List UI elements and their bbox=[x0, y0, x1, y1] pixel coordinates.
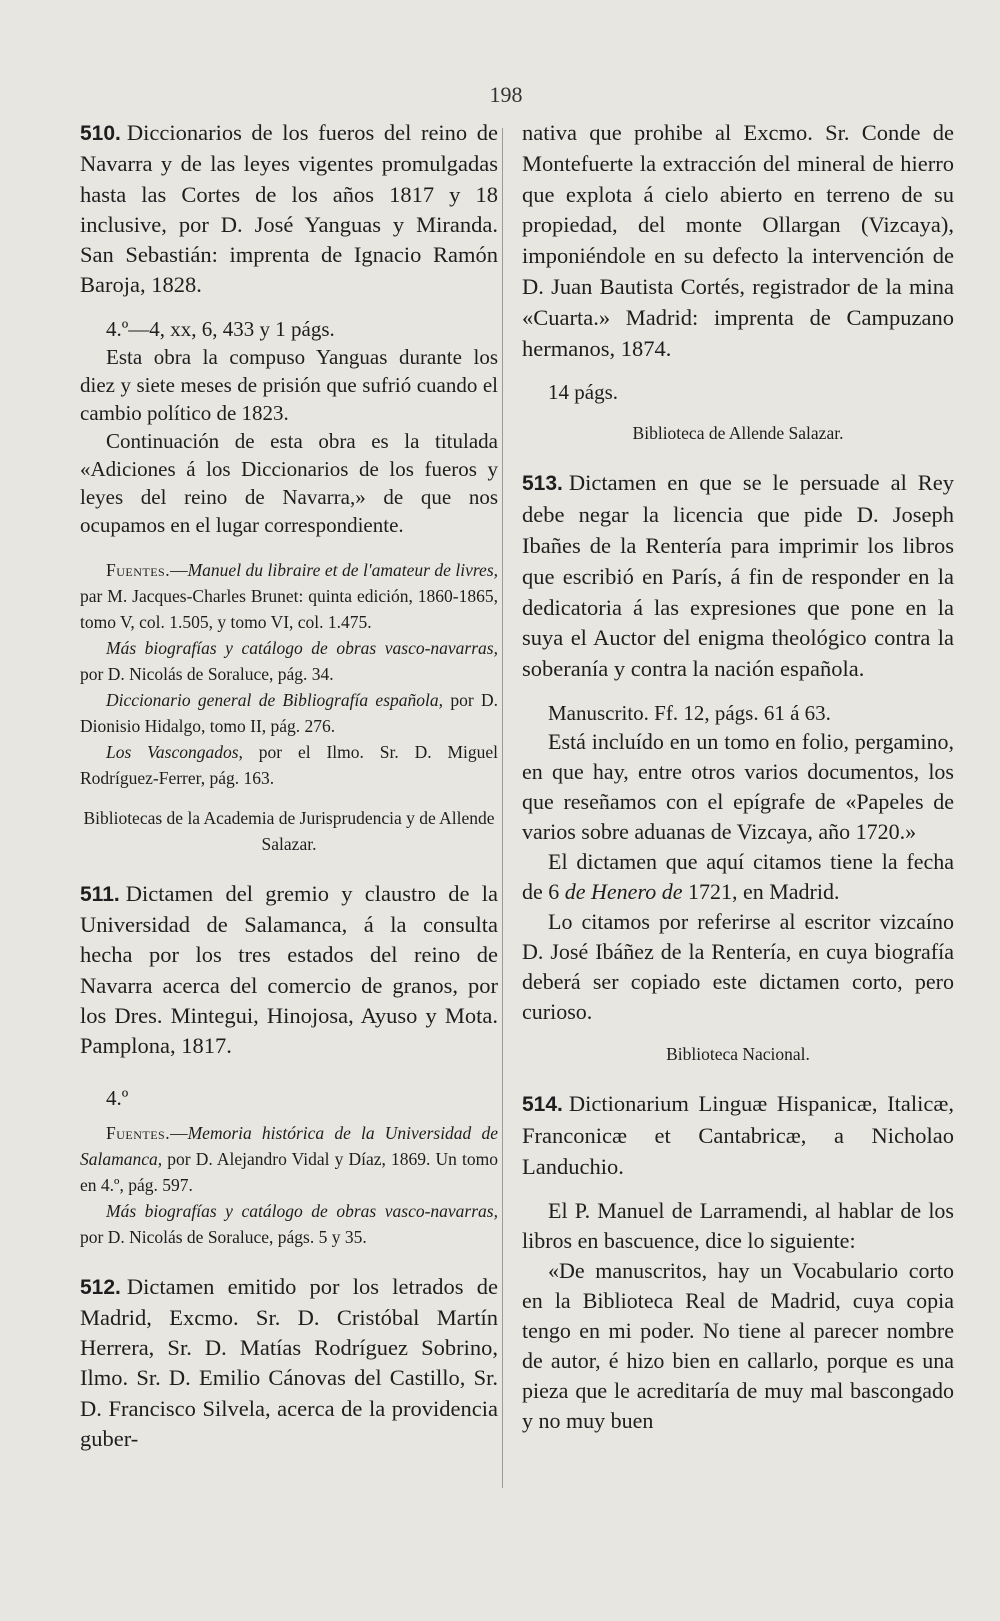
entry-title: Dictamen en que se le persuade al Rey debe negar la licencia que pide D. Joseph Ibañes de la Rentería para imprimir los libros que escribió en París, á fin de responder en la dedicatoria á las expresiones que pone en la suya el Auctor del enigma theológico contra la soberanía y contra la nación española. bbox=[522, 470, 954, 682]
fuentes-label: Fuentes. bbox=[106, 1122, 171, 1143]
source-title: Más biografías y catálogo de obras vasco-navarras, bbox=[106, 1200, 498, 1221]
entry-format: 4.º bbox=[106, 1085, 129, 1110]
entry-512-continued: nativa que prohibe al Excmo. Sr. Conde de Montefuerte la extracción del mineral de hierro que explota á cielo abierto en terreno de su propiedad, del monte Ollargan (Vizcaya), imponiéndole en su defecto la intervención de D. Juan Bautista Cortés, registrador de la mina «Cuarta.» Madrid: imprenta de Campuzano hermanos, 1874. bbox=[522, 120, 954, 361]
entry-title: Diccionarios de los fueros del reino de Navarra y de las leyes vigentes promulgadas hasta las Cortes de los años 1817 y 18 inclusive, por D. José Yanguas y Miranda. San Sebastián: imprenta de Ignacio Ramón Baroja, 1828. bbox=[80, 120, 498, 298]
entry-511 bbox=[80, 879, 498, 1062]
entry-title: Dictamen del gremio y claustro de la Universidad de Salamanca, á la consulta hecha por los tres estados del reino de Navarra acerca del comercio de granos, por los Dres. Mintegui, Hinojosa, Ayuso y Mota. Pamplona, 1817. bbox=[80, 880, 498, 1059]
fuentes-label: Fuentes. bbox=[106, 559, 171, 580]
entry-513 bbox=[522, 468, 954, 685]
entry-note: «De manuscritos, hay un Vocabulario corto en la Biblioteca Real de Madrid, cuya copia tengo en mi poder. No tiene al parecer nombre de autor, é hizo bien en callarlo, porque es una pieza que le acreditaría de muy mal bascongado y no muy buen bbox=[522, 1258, 954, 1434]
entry-title: Dictamen emitido por los letrados de Madrid, Excmo. Sr. D. Cristóbal Martín Herrera, Sr. D. Matías Rodríguez Sobrino, Ilmo. Sr. D. Emilio Cánovas del Castillo, Sr. D. Francisco Silvela, acerca de la providencia guber- bbox=[80, 1273, 498, 1452]
entry-format: 14 págs. bbox=[548, 380, 618, 405]
note-text: 1721, en Madrid. bbox=[682, 878, 840, 904]
source-detail: par M. Jacques-Charles Brunet: quinta edición, 1860-1865, tomo V, col. 1.505, y tomo VI, col. 1.475. bbox=[80, 585, 498, 632]
source-title: Los Vascongados, bbox=[106, 741, 243, 762]
entry-title: Dictionarium Linguæ Hispanicæ, Italicæ, Franconicæ et Cantabricæ, a Nicholao Landuchio. bbox=[522, 1090, 954, 1179]
left-column bbox=[80, 118, 498, 1454]
source-line bbox=[80, 687, 498, 739]
source-detail: por D. Nicolás de Soraluce, págs. 5 y 35. bbox=[80, 1226, 367, 1247]
entry-format: 4.º—4, xx, 6, 433 y 1 págs. bbox=[106, 316, 335, 341]
entry-number: 514. bbox=[522, 1092, 563, 1116]
entry-note: Está incluído en un tomo en folio, pergamino, en que hay, entre otros varios documentos, los que reseñamos con el epígrafe de «Papeles de varios sobre aduanas de Vizcaya, año 1720.» bbox=[522, 728, 954, 844]
page-number: 198 bbox=[489, 82, 523, 107]
sources-block bbox=[80, 557, 498, 791]
source-title: Más biografías y catálogo de obras vasco-navarras, bbox=[106, 637, 498, 658]
source-detail: por D. Alejandro Vidal y Díaz, 1869. Un tomo en 4.º, pág. 597. bbox=[80, 1148, 498, 1195]
source-title: Memoria histórica de la Universidad de Salamanca, bbox=[80, 1122, 498, 1169]
sources-block bbox=[80, 1120, 498, 1250]
source-detail: por el Ilmo. Sr. D. Miguel Rodríguez-Ferrer, pág. 163. bbox=[80, 741, 498, 788]
entry-number: 512. bbox=[80, 1275, 121, 1299]
right-column bbox=[522, 118, 954, 1436]
library-location: Biblioteca Nacional. bbox=[666, 1043, 810, 1064]
source-line: Fuentes.—Manuel du libraire et de l'amateur de livres, par M. Jacques-Charles Brunet: quinta edición, 1860-1865, tomo V, col. 1.505, y tomo VI, col. 1.475. bbox=[80, 559, 498, 632]
entry-number: 511. bbox=[80, 882, 120, 906]
source-title: Manuel du libraire et de l'amateur de livres, bbox=[187, 559, 498, 580]
library-location: Biblioteca de Allende Salazar. bbox=[632, 423, 844, 444]
source-line: Fuentes.—Memoria histórica de la Universidad de Salamanca, por D. Alejandro Vidal y Díaz, 1869. Un tomo en 4.º, pág. 597. bbox=[80, 1122, 498, 1195]
source-line bbox=[80, 635, 498, 687]
source-line bbox=[80, 1198, 498, 1250]
entry-514 bbox=[522, 1089, 954, 1182]
note-text: El dictamen que aquí citamos tiene la fecha de 6 bbox=[522, 848, 954, 904]
source-line bbox=[80, 739, 498, 791]
note-italic: de Henero de bbox=[564, 878, 683, 904]
entry-note bbox=[522, 847, 954, 907]
entry-note: Continuación de esta obra es la titulada «Adiciones á los Diccionarios de los fueros y leyes del reino de Navarra,» de que nos ocupamos en el lugar correspondiente. bbox=[80, 428, 498, 537]
entry-510 bbox=[80, 118, 498, 301]
library-location: Bibliotecas de la Academia de Jurisprudencia y de Allende Salazar. bbox=[83, 807, 495, 854]
source-title: Diccionario general de Bibliografía española, bbox=[106, 689, 443, 710]
entry-note: Esta obra la compuso Yanguas durante los diez y siete meses de prisión que sufrió cuando el cambio político de 1823. bbox=[80, 344, 498, 425]
column-divider bbox=[502, 128, 503, 1488]
entry-number: 510. bbox=[80, 122, 121, 145]
entry-format: Manuscrito. Ff. 12, págs. 61 á 63. bbox=[548, 700, 831, 725]
entry-number: 513. bbox=[522, 472, 563, 496]
source-detail: por D. Nicolás de Soraluce, pág. 34. bbox=[80, 663, 334, 684]
source-detail: por D. Dionisio Hidalgo, tomo II, pág. 276. bbox=[80, 689, 499, 736]
entry-note: Lo citamos por referirse al escritor vizcaíno D. José Ibáñez de la Rentería, en cuya biografía deberá ser copiado este dictamen corto, pero curioso. bbox=[522, 908, 954, 1024]
entry-note: El P. Manuel de Larramendi, al hablar de los libros en bascuence, dice lo siguiente: bbox=[522, 1198, 954, 1254]
entry-512 bbox=[80, 1272, 498, 1455]
